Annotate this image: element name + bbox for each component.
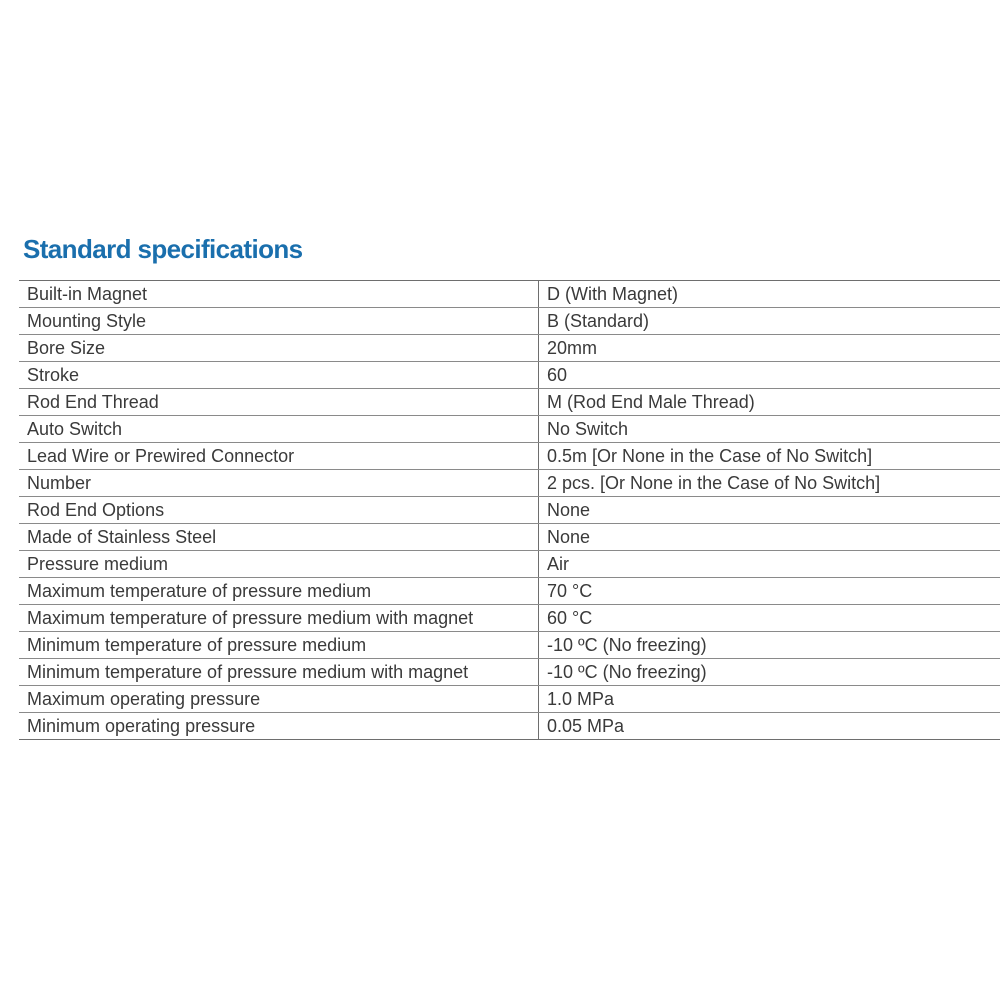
spec-value: D (With Magnet): [539, 281, 1000, 308]
spec-value: 2 pcs. [Or None in the Case of No Switch]: [539, 470, 1000, 497]
spec-value: 20mm: [539, 335, 1000, 362]
spec-value: 0.5m [Or None in the Case of No Switch]: [539, 443, 1000, 470]
table-row: [19, 470, 1000, 497]
spec-label: Minimum temperature of pressure medium with magnet: [19, 659, 539, 686]
spec-table: [19, 280, 1000, 740]
spec-value: None: [539, 524, 1000, 551]
table-row: [19, 497, 1000, 524]
spec-label: Pressure medium: [19, 551, 539, 578]
table-row: [19, 605, 1000, 632]
table-row: [19, 551, 1000, 578]
spec-label: Lead Wire or Prewired Connector: [19, 443, 539, 470]
table-row: [19, 524, 1000, 551]
spec-label: Rod End Thread: [19, 389, 539, 416]
spec-label: Rod End Options: [19, 497, 539, 524]
spec-label: Auto Switch: [19, 416, 539, 443]
spec-value: M (Rod End Male Thread): [539, 389, 1000, 416]
spec-label: Number: [19, 470, 539, 497]
spec-label: Minimum temperature of pressure medium: [19, 632, 539, 659]
spec-label: Maximum temperature of pressure medium: [19, 578, 539, 605]
spec-label: Built-in Magnet: [19, 281, 539, 308]
table-row: [19, 362, 1000, 389]
section-title: Standard specifications: [23, 234, 303, 264]
spec-label: Bore Size: [19, 335, 539, 362]
spec-value: B (Standard): [539, 308, 1000, 335]
spec-value: Air: [539, 551, 1000, 578]
spec-label: Mounting Style: [19, 308, 539, 335]
spec-value: 70 °C: [539, 578, 1000, 605]
table-row: [19, 308, 1000, 335]
spec-value: -10 ºC (No freezing): [539, 659, 1000, 686]
spec-label: Stroke: [19, 362, 539, 389]
table-row: [19, 335, 1000, 362]
spec-label: Maximum temperature of pressure medium with magnet: [19, 605, 539, 632]
spec-value: 60 °C: [539, 605, 1000, 632]
spec-value: -10 ºC (No freezing): [539, 632, 1000, 659]
spec-value: No Switch: [539, 416, 1000, 443]
spec-value: 1.0 MPa: [539, 686, 1000, 713]
spec-value: None: [539, 497, 1000, 524]
spec-table-body: [19, 281, 1000, 740]
table-row: [19, 578, 1000, 605]
table-row: [19, 281, 1000, 308]
table-row: [19, 443, 1000, 470]
table-row: [19, 389, 1000, 416]
spec-label: Minimum operating pressure: [19, 713, 539, 740]
spec-label: Made of Stainless Steel: [19, 524, 539, 551]
table-row: [19, 659, 1000, 686]
spec-value: 60: [539, 362, 1000, 389]
spec-label: Maximum operating pressure: [19, 686, 539, 713]
table-row: [19, 713, 1000, 740]
spec-value: 0.05 MPa: [547, 716, 625, 736]
table-row: [19, 632, 1000, 659]
table-row: [19, 416, 1000, 443]
table-row: [19, 686, 1000, 713]
